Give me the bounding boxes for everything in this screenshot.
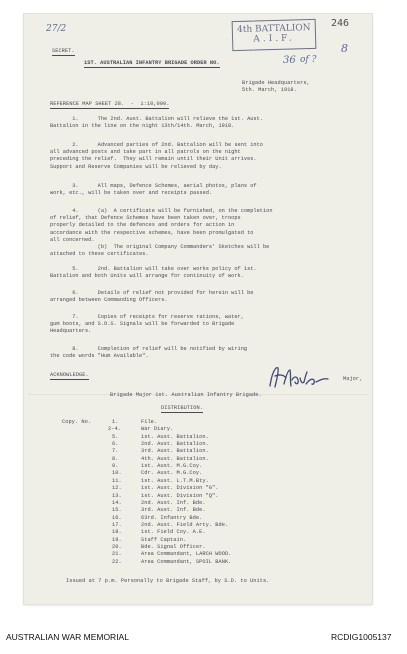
handwritten-top-left: 27/2 [46, 24, 67, 34]
stamp-line-2: A.I.F. [253, 33, 295, 45]
paragraph-7: 7. Copies of receipts for reserve rations, water, gum boots, and S.O.S. Signals will be forwarded to Brigade Headquarters. [50, 314, 244, 335]
copy-no-label: Copy. No. [62, 419, 92, 425]
distribution-copy-no: 12. [112, 485, 122, 492]
distribution-recipient: 2nd. Aust. Field Arty. Bde. [141, 521, 229, 528]
distribution-copy-no: 20. [112, 543, 122, 550]
distribution-copy-no: 10. [112, 470, 122, 477]
distribution-copy-no: 18. [112, 529, 122, 536]
brigade-hq: Brigade Headquarters, [242, 80, 310, 86]
paragraph-4: 4. (a) A certificate will be furnished, on the completion of relief, that Defence Schemes have been taken over, troops properly detailed to the defences and orders for action in accordance with the respective schemes, have been promulgated to all concerned. (b) The original Company Commanders' Sketches will be attached to these certificates. [50, 208, 273, 258]
distribution-copy-no: 6. [112, 441, 119, 448]
footer-institution: AUSTRALIAN WAR MEMORIAL [6, 632, 129, 642]
distribution-recipient: File. [141, 419, 158, 425]
paragraph-1: 1. The 2nd. Aust. Battalion will relieve the 1st. Aust. Battalion in the line on the night 13th/14th. March, 1918. [50, 116, 263, 130]
distribution-recipient: 2nd. Aust. Inf. Bde. [141, 499, 206, 506]
handwritten-order-ref-extra: of ? [300, 55, 317, 65]
page-number: 246 [331, 18, 350, 29]
distribution-recipient: Area Commandant, SPOIL BANK. [141, 558, 232, 565]
acknowledge-label: ACKNOWLEDGE. [50, 372, 89, 380]
footer-record-id: RCDIG1005137 [331, 632, 392, 642]
secret-label: SECRET. [52, 48, 75, 56]
distribution-copy-no: 17. [112, 521, 122, 528]
signature [266, 362, 336, 392]
distribution-recipient: Bde. Signal Officer. [141, 543, 206, 550]
distribution-copy-no: 14. [112, 499, 122, 506]
order-title: 1ST. AUSTRALIAN INFANTRY BRIGADE ORDER NO. [84, 60, 220, 68]
distribution-recipient: 1st. Aust. M.G.Coy. [141, 463, 203, 470]
paragraph-5: 5. 2nd. Battalion will take over works policy of 1st. Battalion and both Units will arrange for continuity of work. [50, 266, 257, 280]
distribution-copy-no: 16. [112, 514, 122, 521]
handwritten-order-ref: 36 [283, 55, 296, 66]
distribution-copy-no: 9. [112, 463, 119, 470]
distribution-copy-no: 11. [112, 477, 122, 484]
signatory-rank: Major, [343, 376, 363, 382]
distribution-recipient: 3rd. Aust. Battalion. [141, 448, 209, 455]
distribution-recipient: 4th. Aust. Battalion. [141, 455, 209, 462]
signatory-office: Brigade Major 1st. Australian Infantry Brigade. [110, 392, 262, 398]
distribution-recipient: War Diary. [141, 426, 174, 433]
distribution-copy-no: 21. [112, 551, 122, 558]
distribution-copy-no: 22. [112, 558, 122, 565]
distribution-heading: DISTRIBUTION. [161, 405, 203, 413]
distribution-recipient: 63rd. Infantry Bde. [141, 514, 203, 521]
distribution-recipient: 1st. Aust. Division "Q". [141, 492, 219, 499]
distribution-copy-no: 2-4. [108, 426, 121, 433]
distribution-recipient: 1st. Field Coy. A.E. [141, 529, 206, 536]
distribution-copy-no: 7. [112, 448, 119, 455]
reference-map: REFERENCE MAP SHEET 28. - 1:10,000. [50, 101, 169, 109]
distribution-copy-no: 5. [112, 433, 119, 440]
distribution-recipient: 1st. Aust. Battalion. [141, 433, 209, 440]
distribution-recipient: Cdr. Aust. M.G.Coy. [141, 470, 203, 477]
distribution-recipient: Area Commandant, LARCH WOOD. [141, 551, 232, 558]
distribution-copy-no: 15. [112, 507, 122, 514]
paragraph-3: 3. All maps, Defence Schemes, aerial photos, plans of work, etc., will be taken over and receipts passed. [50, 183, 257, 197]
distribution-recipient: Staff Captain. [141, 536, 187, 543]
issued-note: Issued at 7 p.m. Personally to Brigade Staff, by S.D. to Units. [66, 578, 270, 584]
stamp-line-1: 4th BATTALION [236, 23, 311, 35]
distribution-copy-no: 19. [112, 536, 122, 543]
distribution-copy-no: 8. [112, 455, 119, 462]
distribution-copy-no: 13. [112, 492, 122, 499]
paragraph-8: 8. Completion of relief will be notified by wiring the code words "Hum Available". [50, 346, 248, 360]
order-date: 5th. March, 1918. [242, 87, 297, 93]
distribution-recipient: 1st. Aust. L.T.M.Bty. [141, 477, 209, 484]
distribution-copy-no: 1. [112, 419, 119, 425]
paragraph-6: 6. Details of relief not provided for herein will be arranged between Commanding Officers. [50, 290, 254, 304]
paragraph-2: 2. Advanced parties of 2nd. Battalion will be sent into all advanced posts and take part in all patrols on the night preceding the relief. They will remain until their Unit arrives. Support and Reserve Companies will be relieved by day. [50, 142, 263, 170]
distribution-recipient: 1st. Aust. Division "G". [141, 485, 219, 492]
distribution-recipient: 2nd. Aust. Battalion. [141, 441, 209, 448]
handwritten-order-number: 8 [341, 42, 348, 55]
distribution-recipient: 3rd. Aust. Inf. Bde. [141, 507, 206, 514]
battalion-stamp [232, 19, 317, 51]
